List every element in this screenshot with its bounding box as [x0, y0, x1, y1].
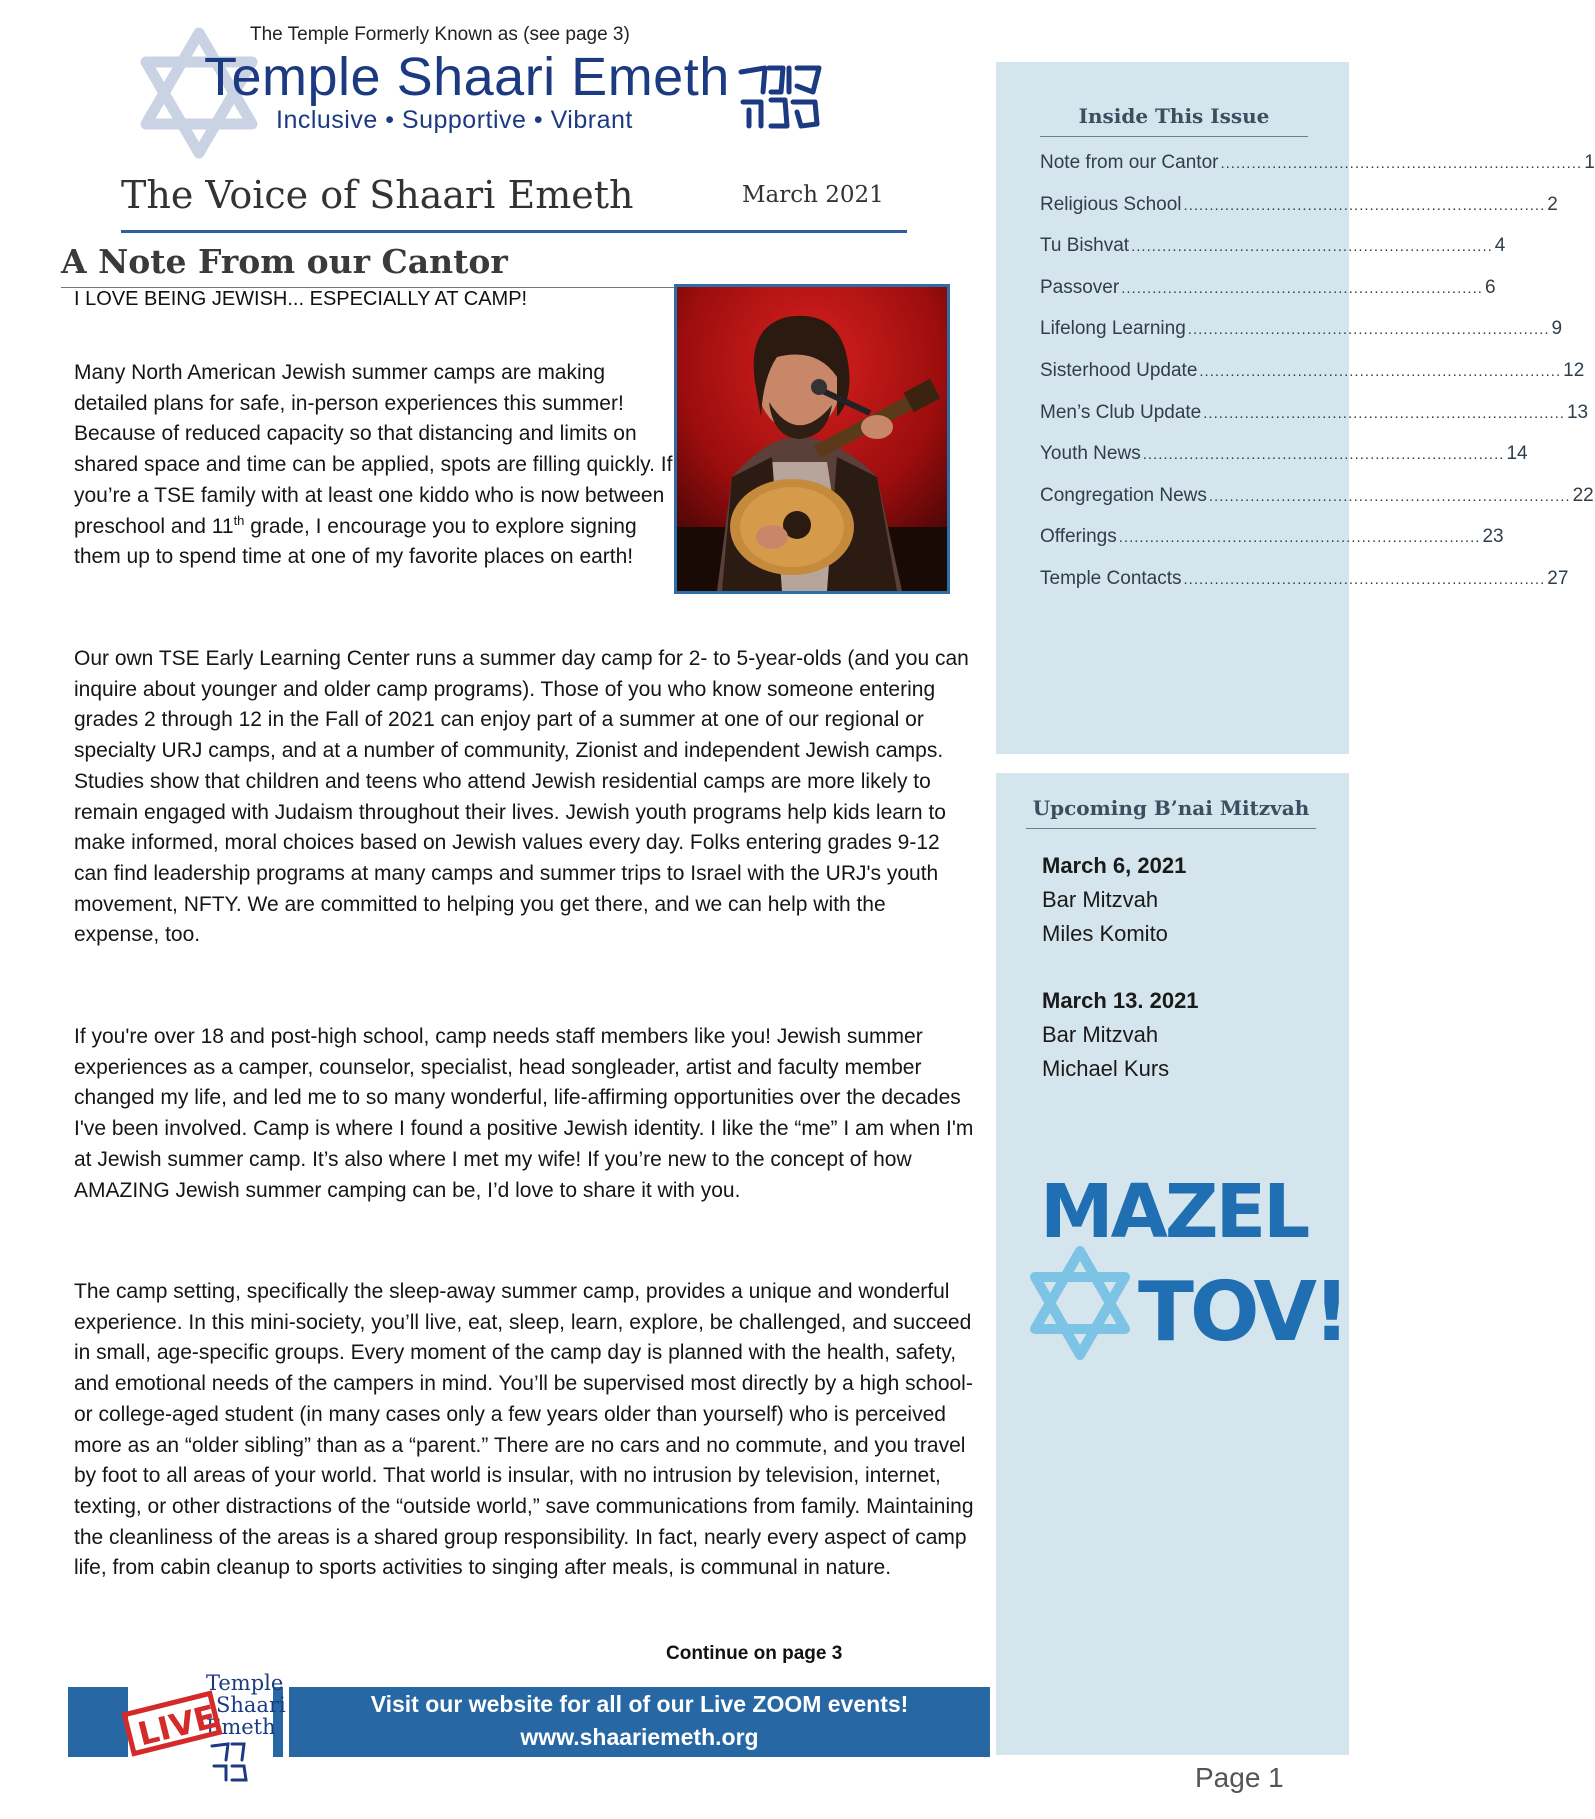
cantor-photo [674, 284, 950, 594]
mazel-tov-graphic [1020, 1165, 1347, 1360]
event-entry [1042, 984, 1199, 1086]
cantor-guitar-image [677, 287, 947, 591]
live-stamp-text: LIVE [134, 1697, 220, 1754]
toc-item-page: 23 [1482, 526, 1504, 548]
toc-item-label: Men’s Club Update [1040, 401, 1202, 423]
toc-item[interactable] [1040, 526, 1504, 568]
mazel-word: MAZEL [1040, 1169, 1308, 1255]
toc-item-label: Offerings [1040, 526, 1117, 548]
event-entry [1042, 849, 1186, 951]
logo-word-emeth: Emeth [206, 1715, 276, 1739]
toc-leader-dots [1119, 529, 1481, 546]
article-paragraph-1 [74, 358, 674, 573]
table-of-contents [1040, 152, 1595, 610]
toc-item-label: Religious School [1040, 193, 1182, 215]
logo-word-shaari: Shaari [216, 1693, 286, 1717]
toc-item-page: 6 [1484, 276, 1496, 298]
toc-item[interactable] [1040, 401, 1589, 444]
star-of-david-icon [1035, 1251, 1125, 1355]
toc-leader-dots [1203, 405, 1565, 422]
toc-item-page: 22 [1572, 484, 1594, 506]
toc-item-label: Sisterhood Update [1040, 359, 1198, 381]
toc-divider [1040, 136, 1308, 137]
banner-line-zoom: Visit our website for all of our Live ZOOM events! [370, 1691, 909, 1717]
toc-leader-dots [1131, 238, 1493, 255]
toc-item[interactable] [1040, 235, 1506, 277]
tov-word: TOV! [1138, 1265, 1347, 1360]
toc-leader-dots [1121, 280, 1483, 297]
toc-leader-dots [1220, 155, 1582, 172]
event-date: March 13. 2021 [1042, 988, 1199, 1013]
toc-item-label: Note from our Cantor [1040, 152, 1219, 173]
temple-motto: Inclusive • Supportive • Vibrant [276, 106, 633, 134]
toc-leader-dots [1184, 197, 1546, 214]
page-number: Page 1 [1195, 1762, 1284, 1793]
toc-item-label: Congregation News [1040, 484, 1207, 506]
website-banner[interactable] [289, 1687, 990, 1757]
article-heading: A Note From our Cantor [61, 242, 508, 281]
toc-item-label: Lifelong Learning [1040, 318, 1186, 340]
event-type: Bar Mitzvah [1042, 887, 1159, 912]
event-type: Bar Mitzvah [1042, 1022, 1159, 1047]
toc-item-page: 14 [1506, 443, 1528, 465]
toc-item-page: 4 [1494, 235, 1506, 257]
toc-heading: Inside This Issue [1078, 104, 1270, 128]
paragraph-1-text-a: Many North American Jewish summer camps are making detailed plans for safe, in-person experiences this summer! Because of reduced capacity so that distancing and limits on shared space and time can be applied, spots are filling quickly. If you’re a TSE family with at least one kiddo who is now between preschool and 11 [74, 361, 673, 538]
toc-item[interactable] [1040, 152, 1595, 194]
toc-item[interactable] [1040, 359, 1585, 402]
hebrew-logo-icon [735, 62, 827, 132]
temple-name: Temple Shaari Emeth [204, 47, 730, 107]
toc-item-page: 2 [1547, 193, 1558, 215]
header-tagline: The Temple Formerly Known as (see page 3) [250, 24, 630, 45]
logo-word-temple: Temple [206, 1671, 284, 1695]
toc-item[interactable] [1040, 484, 1594, 527]
event-date: March 6, 2021 [1042, 853, 1187, 878]
article-kicker: I LOVE BEING JEWISH... ESPECIALLY AT CAMP! [74, 288, 528, 310]
toc-item[interactable] [1040, 193, 1558, 236]
issue-date: March 2021 [742, 182, 884, 208]
event-person: Miles Komito [1042, 921, 1168, 946]
toc-leader-dots [1209, 488, 1571, 505]
toc-item-page: 1 [1584, 152, 1595, 173]
toc-leader-dots [1188, 321, 1550, 338]
toc-item-label: Tu Bishvat [1040, 235, 1130, 257]
title-divider [121, 230, 907, 233]
superscript-th: th [233, 512, 245, 528]
upcoming-divider [1026, 828, 1316, 829]
continue-note: Continue on page 3 [666, 1643, 843, 1664]
article-paragraph-4: The camp setting, specifically the sleep-away summer camp, provides a unique and wonderful experience. In this mini-society, you’ll live, eat, sleep, learn, explore, be challenged, and succeed in small, age-specific groups. Every moment of the camp day is planned with the health, safety, and emotional needs of the campers in mind. You’ll be supervised most directly by a high school- or college-aged student (in many cases only a few years older than yourself) who is perceived more as an “older sibling” than as a “parent.” There are no cars and no commute, and you travel by foot to all areas of your world. That world is insular, with no intrusion by television, internet, texting, or other distractions of the “outside world,” save communications from family. Maintaining the cleanliness of the areas is a shared group responsibility. In fact, nearly every aspect of camp life, from cabin cleanup to sports activities to singing after meals, is communal in nature. [74, 1280, 974, 1580]
toc-item[interactable] [1040, 443, 1528, 485]
paragraph-1-text-b: grade, I encourage you to explore signing them up to spend time at one of my favorite places on earth! [74, 514, 637, 569]
toc-item[interactable] [1040, 276, 1496, 319]
newsletter-title: The Voice of Shaari Emeth [121, 173, 634, 217]
website-link[interactable]: www.shaariemeth.org [520, 1724, 759, 1750]
toc-item[interactable] [1040, 318, 1563, 360]
toc-leader-dots [1199, 363, 1561, 380]
upcoming-heading: Upcoming B’nai Mitzvah [1032, 796, 1310, 820]
event-person: Michael Kurs [1042, 1056, 1170, 1081]
toc-item-page: 12 [1563, 359, 1585, 381]
toc-item-label: Youth News [1040, 443, 1141, 465]
toc-item-page: 27 [1547, 567, 1569, 589]
toc-item-label: Passover [1040, 276, 1120, 298]
toc-item-page: 13 [1566, 401, 1589, 423]
toc-item[interactable] [1040, 567, 1569, 610]
article-paragraph-3: If you're over 18 and post-high school, camp needs staff members like you! Jewish summer experiences as a camper, counselor, specialist, head songleader, artist and faculty member changed my life, and led me to so many wonderful, life-affirming opportunities over the decades I've been involved. Camp is where I found a positive Jewish identity. I like the “me” I am when I'm at Jewish summer camp. It’s also where I met my wife! If you’re new to the concept of how AMAZING Jewish summer camping can be, I’d love to share it with you. [74, 1025, 974, 1202]
article-paragraph-2: Our own TSE Early Learning Center runs a summer day camp for 2- to 5-year-olds (and you can inquire about younger and older camp programs). Those of you who know someone entering grades 2 through 12 in the Fall of 2021 can enjoy part of a summer at one of our regional or specialty URJ camps, and at a number of community, Zionist and independent Jewish camps. Studies show that children and teens who attend Jewish residential camps are more likely to remain engaged with Judaism throughout their lives. Jewish youth programs help kids learn to make informed, moral choices based on Jewish values every day. Folks entering grades 9-12 can find leadership programs at many camps and summer trips to Israel with the URJ's youth movement, NFTY. We are committed to helping you get there, and we can help with the expense, too. [74, 647, 969, 947]
toc-item-page: 9 [1551, 318, 1563, 340]
live-logo-icon [120, 1662, 286, 1782]
toc-leader-dots [1143, 446, 1505, 463]
toc-item-label: Temple Contacts [1040, 567, 1182, 589]
toc-leader-dots [1184, 571, 1546, 588]
